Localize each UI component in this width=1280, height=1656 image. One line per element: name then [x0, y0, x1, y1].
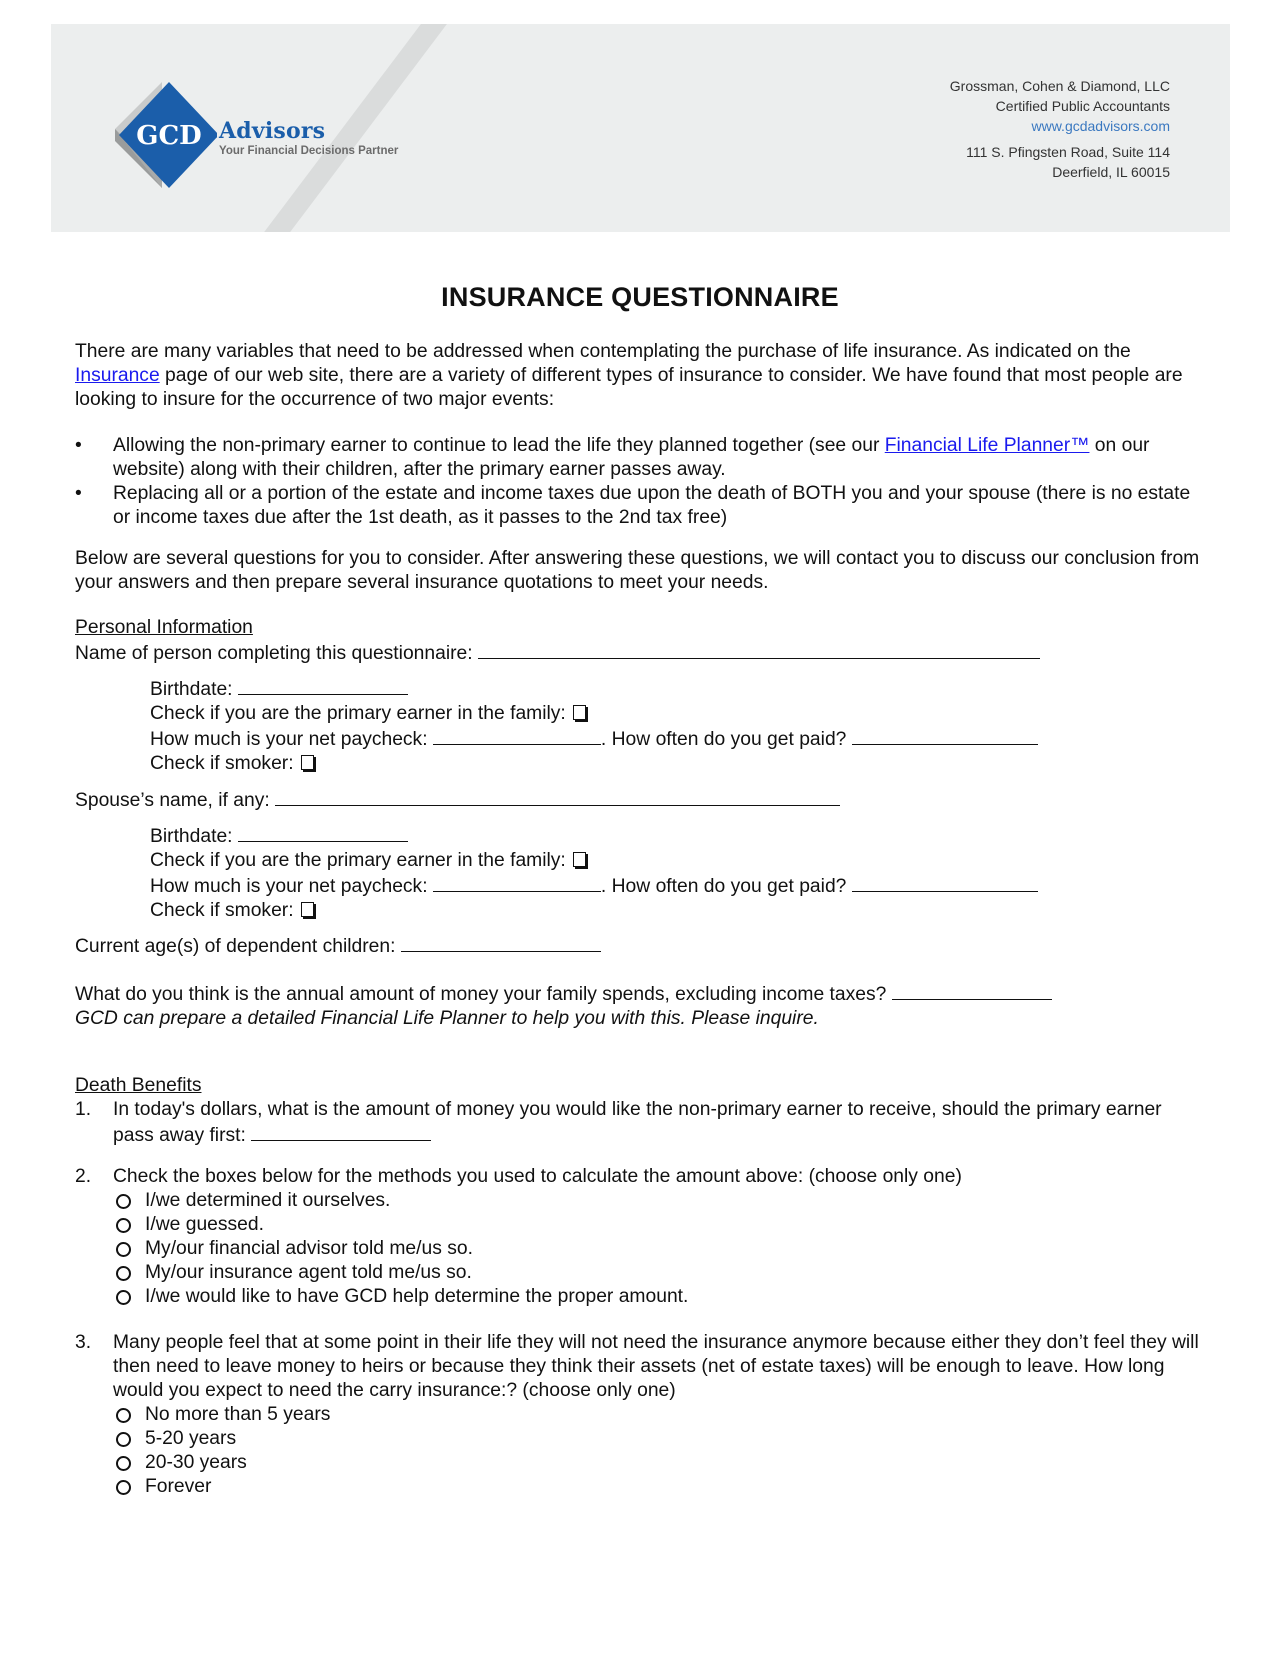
option-label: I/we would like to have GCD help determine the proper amount.: [145, 1286, 689, 1307]
planner-note: GCD can prepare a detailed Financial Life Planner to help you with this. Please inquire.: [75, 1008, 819, 1029]
option-label: 5-20 years: [145, 1428, 237, 1449]
bullet-text: on our website) along with their children, after the primary earner passes away.: [113, 435, 1150, 480]
brand-name: Advisors: [219, 118, 326, 144]
primary-earner-label: Check if you are the primary earner in the family:: [150, 703, 566, 724]
spouse-paycheck-label: How much is your net paycheck:: [150, 876, 428, 897]
question-item: [75, 1098, 1205, 1148]
duration-option[interactable]: [113, 1427, 1205, 1451]
pay-frequency-field[interactable]: [852, 726, 1038, 745]
financial-life-planner-link[interactable]: Financial Life Planner™: [884, 435, 1090, 456]
insurance-page-link[interactable]: Insurance: [75, 365, 160, 386]
paycheck-label: How much is your net paycheck:: [150, 729, 428, 750]
method-option[interactable]: [113, 1213, 1205, 1237]
svg-text:GCD: GCD: [136, 121, 202, 151]
bullet-text: Allowing the non-primary earner to continue to lead the life they planned together (see our: [113, 435, 885, 456]
page-title: INSURANCE QUESTIONNAIRE: [441, 282, 839, 312]
method-option[interactable]: [113, 1237, 1205, 1261]
spouse-details: [75, 823, 1205, 923]
personal-information-heading: Personal Information: [75, 617, 253, 638]
firm-name: Grossman, Cohen & Diamond, LLC: [949, 78, 1170, 94]
spouse-pay-frequency-label: . How often do you get paid?: [600, 876, 847, 897]
desired-amount-field[interactable]: [251, 1122, 431, 1141]
birthdate-field[interactable]: [238, 676, 408, 695]
letterhead-banner: [51, 24, 1230, 232]
brand-block: [219, 118, 398, 157]
spouse-smoker-checkbox[interactable]: [301, 902, 314, 917]
spouse-smoker-label: Check if smoker:: [150, 900, 294, 921]
duration-option[interactable]: [113, 1475, 1205, 1499]
list-item: [75, 434, 1205, 482]
name-field[interactable]: [478, 640, 1040, 659]
question-item: [75, 1165, 1205, 1309]
spouse-label: Spouse’s name, if any:: [75, 790, 270, 811]
paycheck-field[interactable]: [433, 726, 601, 745]
children-row: [75, 933, 1205, 959]
radio-icon[interactable]: [116, 1432, 131, 1447]
firm-type: Certified Public Accountants: [995, 98, 1170, 114]
duration-option[interactable]: [113, 1451, 1205, 1475]
spouse-birthdate-label: Birthdate:: [150, 826, 233, 847]
radio-icon[interactable]: [116, 1456, 131, 1471]
firm-website-link[interactable]: www.gcdadvisors.com: [1031, 118, 1170, 134]
name-label: Name of person completing this questionnaire:: [75, 643, 473, 664]
option-label: 20-30 years: [145, 1452, 247, 1473]
intro-text: There are many variables that need to be addressed when contemplating the purchase of life insurance. As indicated on the: [75, 341, 1131, 362]
firm-address-line2: Deerfield, IL 60015: [1052, 164, 1170, 180]
list-item: [75, 482, 1205, 530]
radio-icon[interactable]: [116, 1242, 131, 1257]
method-option[interactable]: [113, 1285, 1205, 1309]
radio-icon[interactable]: [116, 1218, 131, 1233]
spouse-birthdate-field[interactable]: [238, 823, 408, 842]
birthdate-label: Birthdate:: [150, 679, 233, 700]
duration-option[interactable]: [113, 1403, 1205, 1427]
death-benefits-questions: [75, 1098, 1205, 1499]
children-ages-label: Current age(s) of dependent children:: [75, 936, 396, 957]
spouse-primary-earner-checkbox[interactable]: [573, 852, 586, 867]
firm-contact-block: [950, 76, 1170, 182]
gcd-diamond-logo-icon: [107, 80, 217, 190]
method-option[interactable]: [113, 1261, 1205, 1285]
spouse-name-field[interactable]: [275, 787, 840, 806]
radio-icon[interactable]: [116, 1266, 131, 1281]
children-ages-field[interactable]: [401, 933, 601, 952]
spouse-row: [75, 787, 1205, 813]
option-label: I/we guessed.: [145, 1214, 264, 1235]
annual-spend-field[interactable]: [892, 981, 1052, 1000]
question-text: Many people feel that at some point in their life they will not need the insurance anymore because either they don’t feel they will then need to leave money to heirs or because they think their assets (net of estate taxes) will be enough to leave. How long would you expect to need the carry insurance:? (choose only one): [113, 1332, 1199, 1401]
option-label: Forever: [145, 1476, 212, 1497]
method-option[interactable]: [113, 1189, 1205, 1213]
annual-spend-label: What do you think is the annual amount of money your family spends, excluding income taxes?: [75, 984, 887, 1005]
radio-icon[interactable]: [116, 1480, 131, 1495]
question-item: [75, 1331, 1205, 1499]
option-label: No more than 5 years: [145, 1404, 331, 1425]
brand-tagline: Your Financial Decisions Partner: [219, 145, 399, 157]
question-text: In today's dollars, what is the amount of money you would like the non-primary earner to receive, should the primary earner pass away first:: [113, 1099, 1162, 1146]
question-number: 3.: [75, 1332, 92, 1353]
self-details: [75, 676, 1205, 776]
option-label: I/we determined it ourselves.: [145, 1190, 391, 1211]
instructions-paragraph: Below are several questions for you to consider. After answering these questions, we will contact you to discuss our conclusion from your answers and then prepare several insurance quotations to meet your needs.: [75, 548, 1200, 593]
smoker-checkbox[interactable]: [301, 755, 314, 770]
primary-earner-checkbox[interactable]: [573, 705, 586, 720]
major-events-list: [75, 434, 1205, 530]
pay-frequency-label: . How often do you get paid?: [600, 729, 847, 750]
name-row: [75, 640, 1205, 666]
smoker-label: Check if smoker:: [150, 753, 294, 774]
question-text: Check the boxes below for the methods you used to calculate the amount above: (choose only one): [113, 1166, 962, 1187]
intro-text: page of our web site, there are a variety of different types of insurance to consider. We have found that most people are looking to insure for the occurrence of two major events:: [75, 365, 1183, 410]
spouse-primary-earner-label: Check if you are the primary earner in the family:: [150, 850, 566, 871]
intro-paragraph: [75, 340, 1205, 412]
questionnaire-body: [75, 340, 1205, 1499]
spouse-pay-frequency-field[interactable]: [852, 873, 1038, 892]
radio-icon[interactable]: [116, 1290, 131, 1305]
firm-address-line1: 111 S. Pfingsten Road, Suite 114: [966, 144, 1170, 160]
bullet-text: Replacing all or a portion of the estate and income taxes due upon the death of BOTH you and your spouse (there is no estate or income taxes due after the 1st death, as it passes to the 2nd tax free): [113, 483, 1191, 528]
radio-icon[interactable]: [116, 1408, 131, 1423]
spending-row: [75, 981, 1205, 1007]
spouse-paycheck-field[interactable]: [433, 873, 601, 892]
question-number: 1.: [75, 1099, 92, 1120]
death-benefits-heading: Death Benefits: [75, 1075, 202, 1096]
radio-icon[interactable]: [116, 1194, 131, 1209]
option-label: My/our financial advisor told me/us so.: [145, 1238, 473, 1259]
question-number: 2.: [75, 1166, 92, 1187]
option-label: My/our insurance agent told me/us so.: [145, 1262, 472, 1283]
